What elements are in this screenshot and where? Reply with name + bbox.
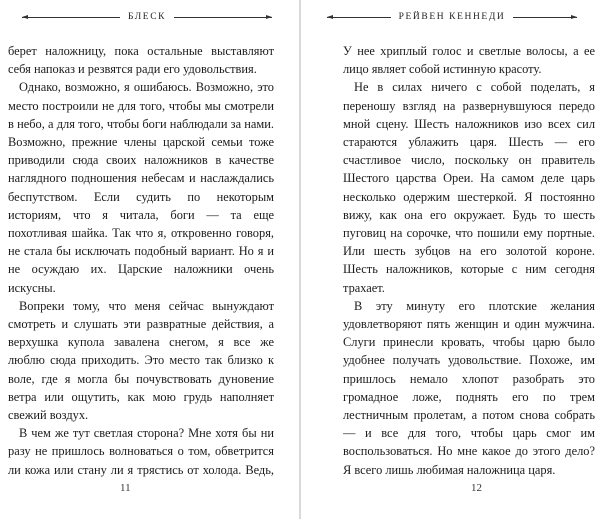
- paragraph: [343, 479, 595, 482]
- paragraph: В чем же тут светлая сторона? Мне хотя бы ни разу не пришлось волноваться о том, обветрится ли кожа или стану ли я трястись от холода. Ведь,: [8, 426, 274, 477]
- paragraph: У нее хриплый голос и светлые волосы, а ее лицо являет собой истинную красоту.: [343, 44, 595, 77]
- left-page: [0, 0, 299, 519]
- header-rule-left: [327, 17, 391, 18]
- paragraph: В эту минуту его плотские желания удовлетворяют пять женщин и один мужчина. Слуги принесли кровать, чтобы царю было удобнее получать удовольствие. Похоже, им пришлось немало хлопот разобрать это громадное ложе, поднять его по трем лестничным пролетам, а потом снова собрать — и все для того, чтобы царь смог им воспользоваться. Но мне какое до этого дело? Я всего лишь любимая наложница царя.: [343, 298, 595, 477]
- right-page-body: [343, 42, 595, 482]
- header-title-right: РЕЙВЕН КЕННЕДИ: [398, 12, 506, 22]
- paragraph: Вопреки тому, что меня сейчас вынуждают смотреть и слушать эти развратные действия, а верхушка купола завалена снегом, я все же люблю сюда приходить. Это место так близко к воле, где я могла бы почувствовать дуновение ветра или ощутить, как мою грудь наполняет свежий воздух.: [8, 298, 274, 423]
- paragraph: берет наложницу, пока остальные выставляют себя напоказ и резвятся ради его удовольствия.: [8, 44, 274, 77]
- running-header-left: [22, 10, 272, 24]
- paragraph: Не в силах ничего с собой поделать, я переношу взгляд на развернувшуюся передо мной сцену. Шесть наложников изо всех сил стараются ублажить царя. Шесть — его счастливое число, поскольку он правитель Шестого царства Ореи. На самом деле царь несколько одержим шестеркой. Я постоянно вижу, как она его окружает. Будь то шесть пуговиц на сорочке, что пошили ему портные. Или шесть зубцов на его золотой короне. Шесть наложников, которые с ним сегодня трахает.: [343, 80, 595, 295]
- paragraph: Однако, возможно, я ошибаюсь. Возможно, это место построили не для того, чтобы мы смотрели в небо, а для того, чтобы боги наблюдали за нами. Возможно, прежние члены царской семьи тоже приводили сюда своих наложников в качестве наглядного подношения небесам и наслаждались беспутством. Если судить по некоторым историям, что я читала, боги — та еще похотливая шайка. Так что я, откровенно говоря, не стала бы исключать подобный вариант. Но я и не осуждаю их. Царские наложники очень искусны.: [8, 80, 274, 295]
- header-title-left: БЛЕСК: [127, 12, 167, 22]
- page-number-left: 11: [120, 482, 131, 494]
- left-page-body: [8, 42, 274, 482]
- right-page: [301, 0, 600, 519]
- header-rule-right: [174, 17, 272, 18]
- header-rule-left: [22, 17, 120, 18]
- header-rule-right: [513, 17, 577, 18]
- page-number-right: 12: [471, 482, 482, 494]
- running-header-right: [327, 10, 577, 24]
